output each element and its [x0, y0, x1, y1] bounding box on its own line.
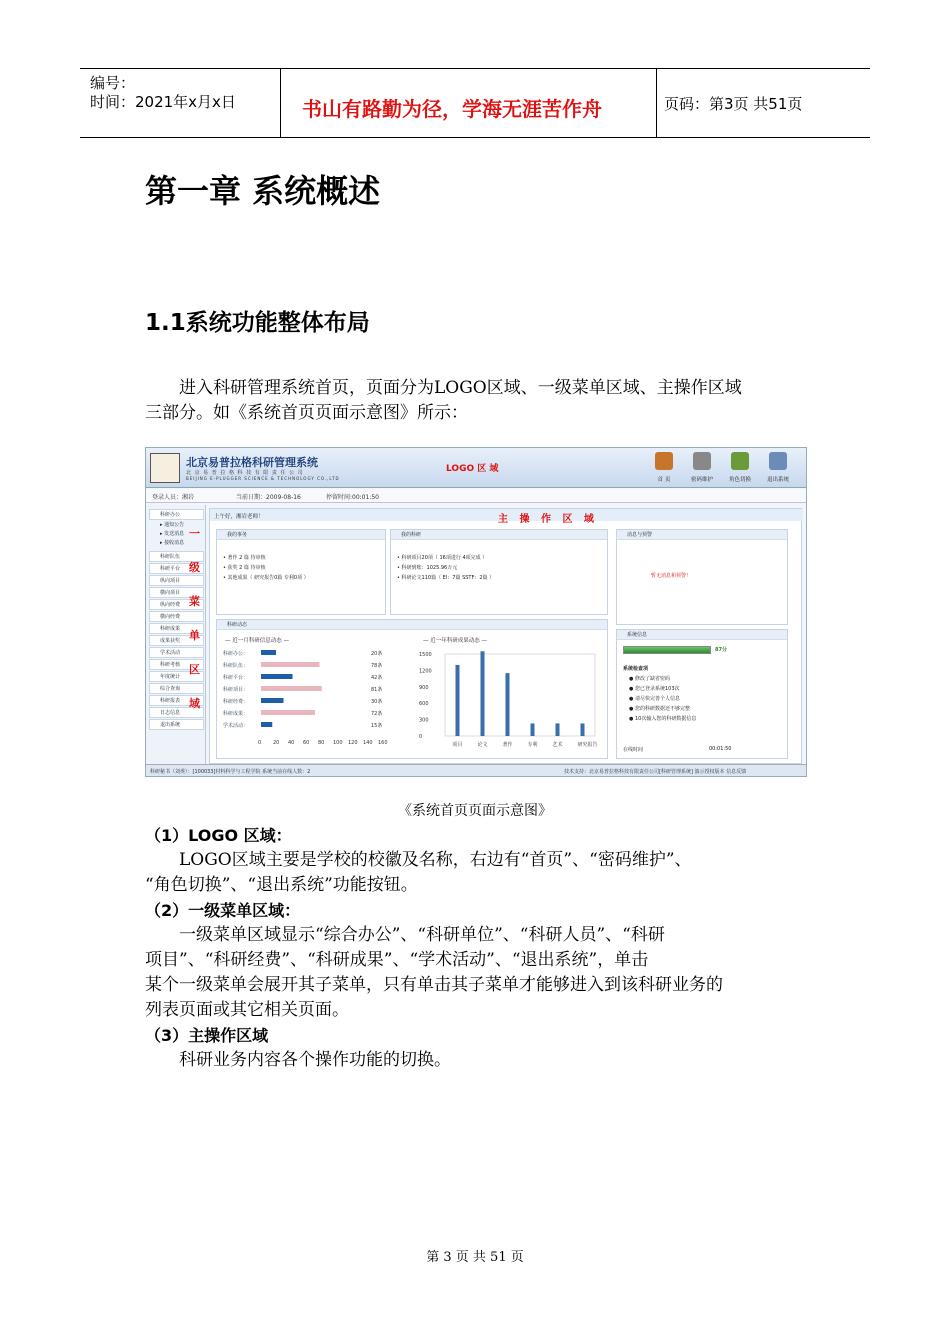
- x-tick-label: 120: [348, 740, 358, 746]
- online-label: 在线时间: [623, 747, 644, 753]
- menu-item[interactable]: 科研队伍: [149, 551, 204, 562]
- value-label: 42条: [371, 675, 383, 681]
- main-area-label: 主 操 作 区 域: [498, 514, 598, 525]
- top-button-2[interactable]: [684, 452, 720, 483]
- x-tick-label: 160: [378, 740, 388, 746]
- key-icon: [693, 452, 711, 470]
- value-label: 78条: [371, 663, 383, 669]
- home-icon: [655, 452, 673, 470]
- bar: [261, 662, 320, 667]
- score-bar: [623, 646, 711, 654]
- header-page-cell: [656, 69, 870, 137]
- chapter-title: 第一章 系统概述: [145, 172, 381, 210]
- score-bar-fill: [624, 647, 710, 653]
- value-label: 72条: [371, 711, 383, 717]
- menu-area-mark: 级: [189, 561, 200, 574]
- item-line: “角色切换”、“退出系统”功能按钮。: [145, 875, 418, 895]
- online-value: 00:01:50: [709, 746, 732, 752]
- x-tick-label: 研究报告: [577, 742, 598, 748]
- bar: [581, 723, 585, 736]
- menu-area-mark: 区: [189, 663, 200, 676]
- check-title: 系统检查项: [623, 666, 649, 672]
- x-tick-label: 140: [363, 740, 373, 746]
- menu-area-mark: 域: [189, 697, 200, 710]
- item-heading: （1）LOGO 区域：: [145, 826, 292, 845]
- page-label: 页码：第3页 共51页: [664, 95, 803, 113]
- x-tick-label: 项目: [452, 742, 463, 748]
- x-tick-label: 著作: [502, 742, 513, 748]
- research-line: • 科研项目20项（ 16项进行 4项完成 ）: [397, 555, 488, 561]
- status-right: 技术支持：北京易普拉格科技有限责任公司[科研管理系统] 演示授权版本 信息反馈: [564, 769, 747, 775]
- menu-item[interactable]: 退出系统: [149, 719, 204, 730]
- score-text: 87分: [715, 647, 727, 653]
- plot-frame: [445, 654, 595, 736]
- top-button-label: 退出系统: [766, 477, 789, 483]
- my-research-panel: [390, 529, 608, 615]
- menu-item[interactable]: 科研平台: [149, 563, 204, 574]
- category-label: 科研办公：: [223, 651, 249, 657]
- current-date: 当前日期：2009-08-16: [236, 494, 301, 501]
- menu-area-mark: 单: [189, 629, 200, 642]
- exit-icon: [769, 452, 787, 470]
- bar: [261, 710, 315, 715]
- main-header: [210, 509, 803, 525]
- bar: [506, 673, 510, 736]
- top-button-3[interactable]: [722, 452, 758, 483]
- menu-item[interactable]: 科研报表: [149, 695, 204, 706]
- submenu-item[interactable]: ▸ 通知公告: [160, 522, 185, 528]
- value-label: 81条: [371, 687, 383, 693]
- check-item: ● 您的科研数据还不够完整: [629, 706, 690, 712]
- header-meta-cell: [80, 69, 281, 137]
- figure-caption: 《系统首页页面示意图》: [398, 803, 552, 819]
- bar: [531, 723, 535, 736]
- stay-time: 停留时间:00:01:50: [326, 494, 379, 501]
- system-homepage-figure: [145, 447, 807, 777]
- main-operation-area: [209, 508, 802, 764]
- x-tick-label: 60: [303, 740, 310, 746]
- menu-area-mark: 菜: [189, 595, 200, 608]
- y-tick-label: 1200: [419, 668, 432, 675]
- bar: [456, 665, 460, 736]
- item-line: 某个一级菜单会展开其子菜单，只有单击其子菜单才能够进入到该科研业务的: [145, 975, 723, 995]
- value-label: 20条: [371, 651, 383, 657]
- menu-item[interactable]: 纵向经费: [149, 599, 204, 610]
- submenu-item[interactable]: ▸ 接收消息: [160, 540, 185, 546]
- menu-item[interactable]: 纵向项目: [149, 575, 204, 586]
- x-tick-label: 0: [258, 740, 262, 746]
- value-label: 15条: [371, 723, 383, 729]
- bar: [261, 722, 272, 727]
- top-button-1[interactable]: [646, 452, 682, 483]
- top-button-4[interactable]: [760, 452, 796, 483]
- x-tick-label: 论文: [477, 742, 488, 748]
- intro-line-1: 进入科研管理系统首页，页面分为LOGO区域、一级菜单区域、主操作区域: [179, 378, 742, 398]
- menu-item[interactable]: 成果获奖: [149, 635, 204, 646]
- logo-area-label: LOGO 区 域: [446, 464, 499, 474]
- submenu-item[interactable]: ▸ 发送消息: [160, 531, 185, 537]
- panel-title: 我的事务: [217, 530, 385, 540]
- intro-line-2: 三部分。如《系统首页页面示意图》所示：: [145, 403, 468, 423]
- menu-item[interactable]: 综合查询: [149, 683, 204, 694]
- x-tick-label: 专利: [527, 742, 538, 748]
- category-label: 科研经费：: [223, 699, 249, 705]
- menu-item[interactable]: 科研办公: [149, 509, 204, 520]
- research-line: • 科研到账：1025.96万元: [397, 565, 458, 571]
- y-tick-label: 600: [419, 701, 429, 708]
- menu-item[interactable]: 年度统计: [149, 671, 204, 682]
- no-messages-text: 暂无消息和预警！: [651, 573, 692, 579]
- item-2: [145, 898, 807, 1023]
- menu-item[interactable]: 日志信息: [149, 707, 204, 718]
- y-tick-label: 1500: [419, 652, 432, 658]
- bar: [261, 686, 322, 691]
- item-heading: （2）一级菜单区域：: [145, 901, 301, 920]
- item-line: 列表页面或其它相关页面。: [145, 1000, 349, 1020]
- y-tick-label: 300: [419, 717, 429, 724]
- monthly-dynamics-chart: [221, 634, 411, 754]
- page-footer: 第 3 页 共 51 页: [426, 1250, 524, 1265]
- category-label: 学术活动：: [223, 723, 249, 729]
- x-tick-label: 100: [333, 740, 343, 746]
- page-header: [80, 68, 870, 138]
- x-tick-label: 40: [288, 740, 295, 746]
- chart-title: — 近一月科研信息动态 —: [225, 638, 289, 644]
- yearly-achievement-chart: [415, 634, 605, 754]
- login-user: 登录人员：湘岩: [152, 494, 195, 501]
- top-button-label: 密码维护: [690, 477, 713, 483]
- status-left: 科研秘书（刘䶮）：[100033]材料科学与工程学院 系统当前在线人数：2: [150, 769, 311, 775]
- panel-title: 系统信息: [617, 630, 787, 640]
- check-item: ● 请尽快完善个人信息: [629, 696, 680, 702]
- company-name: 北 京 易 普 拉 格 科 技 有 限 责 任 公 司: [186, 470, 304, 476]
- status-bar: [146, 764, 806, 776]
- menu-item[interactable]: 学术活动: [149, 647, 204, 658]
- header-motto-cell: [280, 69, 657, 137]
- panel-title: 消息与预警: [617, 530, 787, 540]
- logo-area: [146, 448, 806, 488]
- bar: [261, 698, 284, 703]
- panel-title: 科研动态: [217, 620, 607, 630]
- school-emblem: [150, 453, 180, 483]
- item-1: [145, 823, 807, 898]
- value-label: 30条: [371, 699, 383, 705]
- menu-item[interactable]: 科研考核: [149, 659, 204, 670]
- category-label: 科研项目：: [223, 687, 249, 693]
- info-bar: [146, 489, 806, 503]
- x-tick-label: 80: [318, 740, 325, 746]
- bar: [481, 651, 485, 736]
- category-label: 科研队伍：: [223, 663, 249, 669]
- dynamics-panel: [216, 619, 608, 759]
- check-item: ● 您已登录系统103次: [629, 686, 680, 692]
- task-line: • 著作 2 篇 待审核: [223, 555, 266, 561]
- item-line: LOGO区域主要是学校的校徽及名称，右边有“首页”、“密码维护”、: [179, 850, 692, 870]
- item-3: [145, 1023, 807, 1073]
- system-info-panel: [616, 629, 788, 759]
- messages-panel: [616, 529, 788, 625]
- check-item: ● 10次输入您的科研数据信息: [629, 716, 697, 722]
- bar: [261, 650, 276, 655]
- research-line: • 科研论文110篇（ EI：7篇 SSTF：2篇 ）: [397, 575, 495, 581]
- x-tick-label: 艺术: [552, 742, 563, 748]
- task-line: • 其他成果（ 研究报告0篇 专利0项 ）: [223, 575, 309, 581]
- x-tick-label: 20: [273, 740, 280, 746]
- top-button-label: 首 页: [657, 477, 671, 483]
- intro-paragraph: [145, 376, 807, 426]
- menu-item[interactable]: 横向项目: [149, 587, 204, 598]
- chart-title: — 近一年科研成果动态 —: [423, 638, 487, 644]
- menu-item[interactable]: 横向经费: [149, 611, 204, 622]
- item-line: 科研业务内容各个操作功能的切换。: [179, 1050, 451, 1070]
- category-label: 科研平台：: [223, 675, 249, 681]
- time-label: 时间：2021年x月x日: [90, 93, 236, 111]
- category-label: 科研成果：: [223, 711, 249, 717]
- menu-item[interactable]: 科研成果: [149, 623, 204, 634]
- number-label: 编号：: [90, 74, 136, 92]
- item-line: 项目”、“科研经费”、“科研成果”、“学术活动”、“退出系统”，单击: [145, 950, 649, 970]
- motto: 书山有路勤为径，学海无涯苦作舟: [302, 97, 602, 121]
- users-icon: [731, 452, 749, 470]
- item-heading: （3）主操作区域: [145, 1026, 269, 1045]
- greeting: 上午好，湘岩老师！: [214, 514, 264, 520]
- top-button-label: 角色切换: [728, 477, 751, 483]
- task-line: • 获奖 2 篇 待审核: [223, 565, 266, 571]
- panel-title: 我的科研: [391, 530, 607, 540]
- first-level-menu: [146, 505, 206, 765]
- my-tasks-panel: [216, 529, 386, 615]
- bar: [261, 674, 293, 679]
- y-tick-label: 900: [419, 684, 429, 691]
- system-title: 北京易普拉格科研管理系统: [186, 456, 318, 469]
- menu-area-mark: 一: [189, 527, 200, 540]
- item-line: 一级菜单区域显示“综合办公”、“科研单位”、“科研人员”、“科研: [179, 925, 665, 945]
- section-title: 1.1系统功能整体布局: [145, 310, 370, 336]
- check-item: ● 修改了缺省密码: [629, 676, 670, 682]
- y-tick-label: 0: [419, 734, 423, 740]
- company-name-en: BEIJING E-PLUGGER SCIENCE & TECHNOLOGY CO.,LTD: [186, 476, 340, 481]
- bar: [556, 723, 560, 736]
